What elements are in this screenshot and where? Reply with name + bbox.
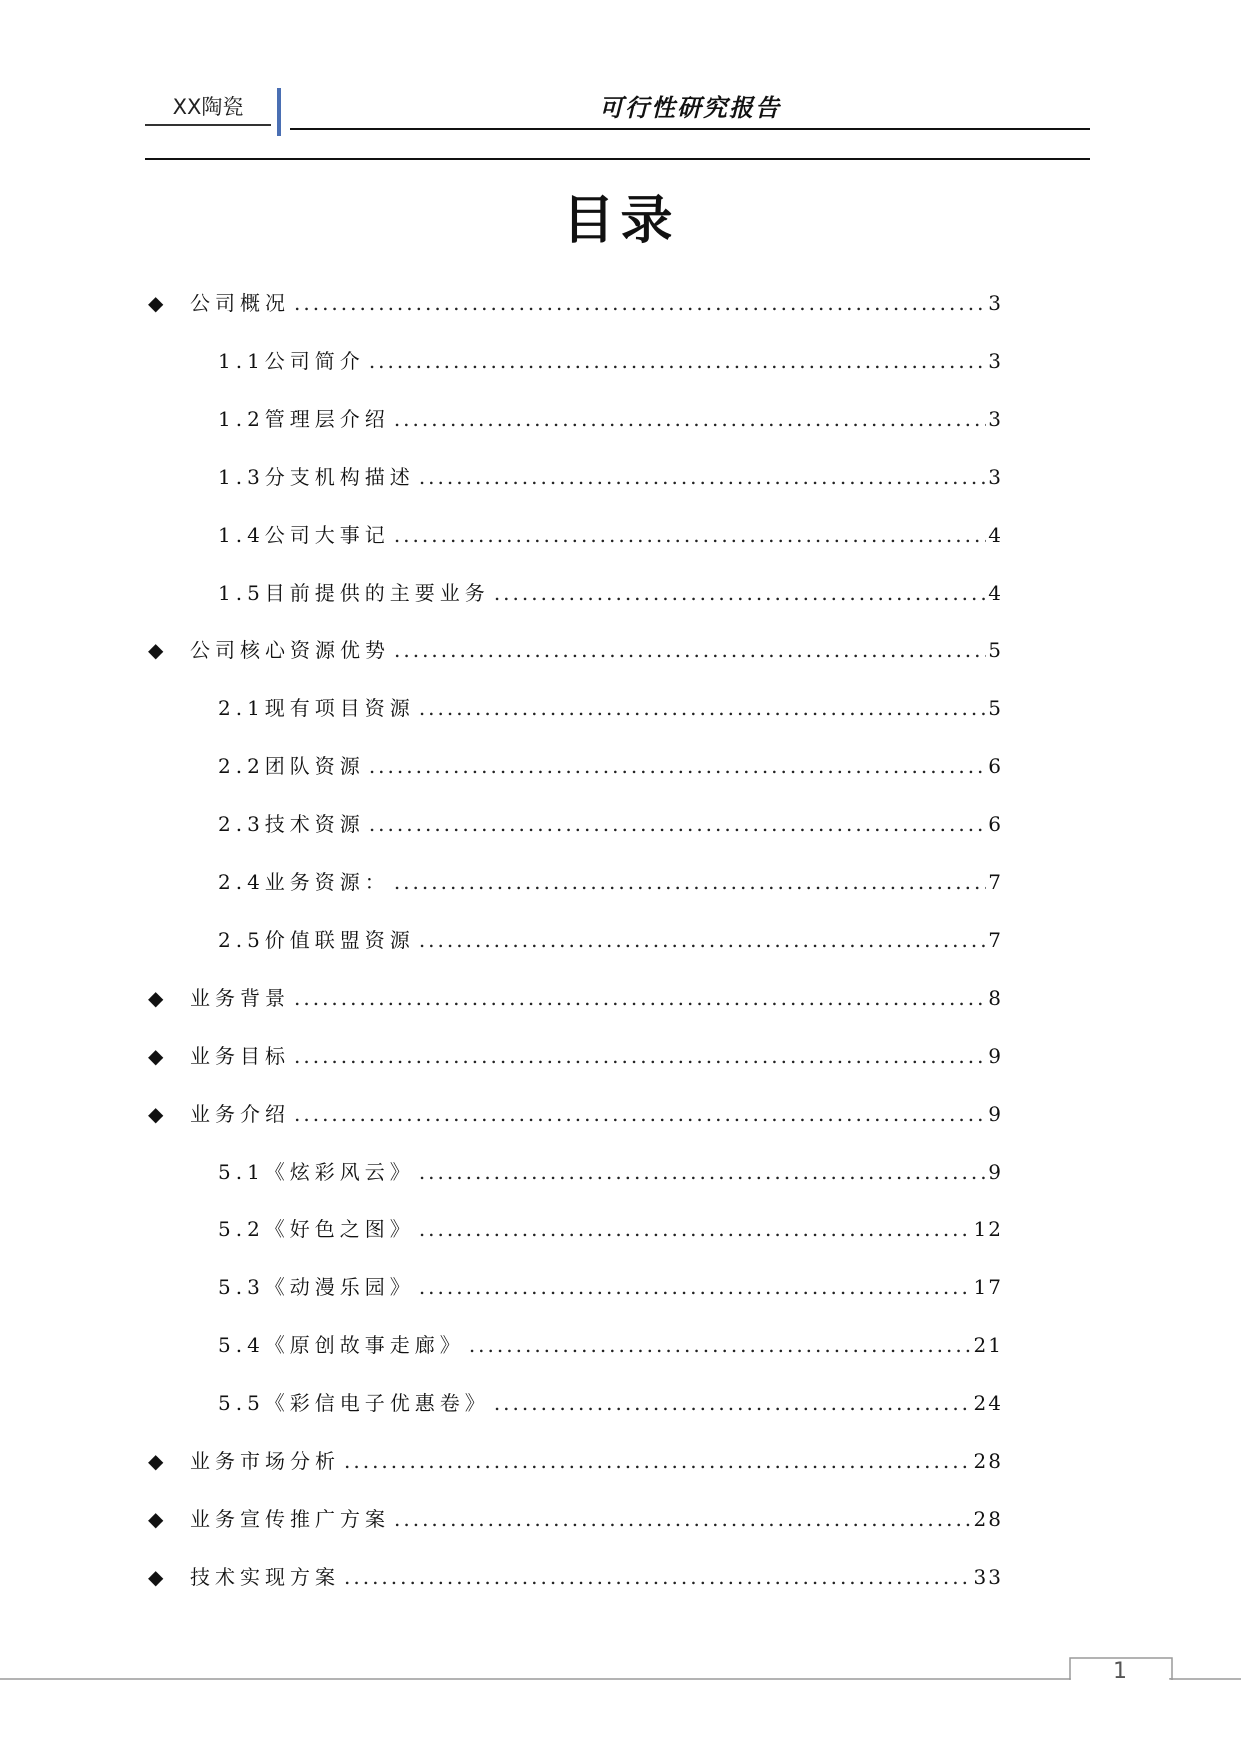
toc-entry[interactable] [148,633,1003,667]
toc-entry-title: 业务背景 [190,985,290,1010]
toc-entry-title: 1.3分支机构描述 [218,464,415,489]
toc-page-number: 7 [988,927,1003,952]
toc-entry[interactable] [148,286,1003,320]
toc-entry[interactable] [218,1155,1003,1189]
header-company: XX陶瓷 [172,95,244,119]
toc-entry[interactable] [218,807,1003,841]
toc-page-number: 3 [988,464,1003,489]
toc-page-number: 28 [973,1506,1003,1531]
toc-entry-title: 2.2团队资源 [218,754,365,779]
toc-page-number: 3 [988,348,1003,373]
diamond-bullet-icon: ◆ [148,985,164,1010]
page-number: 1 [1113,1659,1127,1684]
toc-page-number: 5 [988,638,1003,663]
toc-dot-leader [494,576,986,610]
toc-entry-title: 公司核心资源优势 [190,638,390,663]
toc-entry[interactable] [218,576,1003,610]
toc-entry-title: 5.4《原创故事走廊》 [218,1333,465,1358]
toc-page-number: 3 [988,291,1003,315]
toc-entry-title: 2.5价值联盟资源 [218,927,415,952]
diamond-bullet-icon: ◆ [148,1564,164,1589]
toc-entry[interactable] [148,1502,1003,1536]
diamond-bullet-icon: ◆ [148,1101,164,1126]
toc-dot-leader [369,344,986,378]
footer-line [0,1678,1241,1698]
toc-page-number: 4 [988,522,1003,547]
toc-entry[interactable] [218,460,1003,494]
toc-entry-title: 2.4业务资源： [218,870,390,894]
toc-dot-leader [394,518,986,552]
toc-entry[interactable] [218,691,1003,725]
toc-page-number: 33 [973,1564,1003,1589]
toc-page-number: 21 [973,1333,1003,1358]
toc-dot-leader [294,1097,986,1131]
toc-dot-leader [419,1155,986,1189]
toc-entry-title: 业务市场分析 [190,1449,340,1473]
header-underline-left [145,124,271,126]
toc-entry[interactable] [148,1444,1003,1478]
toc-page-number: 9 [988,1159,1003,1184]
toc-dot-leader [394,402,986,436]
toc-dot-leader [419,691,986,725]
toc-dot-leader [394,1502,972,1536]
toc-entry[interactable] [218,923,1003,957]
toc-entry-title: 1.2管理层介绍 [218,406,390,431]
toc-entry-title: 2.1现有项目资源 [218,696,415,721]
header-rule [145,158,1090,160]
toc-entry-title: 5.5《彩信电子优惠卷》 [218,1391,490,1416]
toc-page-number: 3 [988,406,1003,431]
toc-page-number: 9 [988,1043,1003,1068]
toc-entry[interactable] [218,402,1003,436]
toc-dot-leader [294,981,986,1015]
toc-page-number: 12 [973,1217,1003,1242]
toc-dot-leader [394,865,986,899]
toc-entry[interactable] [218,518,1003,552]
toc-dot-leader [294,286,986,320]
toc-dot-leader [419,1212,972,1246]
diamond-bullet-icon: ◆ [148,638,164,663]
toc-entry[interactable] [218,1212,1003,1246]
toc-page-number: 9 [988,1101,1003,1126]
toc-page-number: 17 [973,1275,1003,1300]
toc-entry[interactable] [218,1386,1003,1420]
header-underline-right [290,128,1090,130]
diamond-bullet-icon: ◆ [148,1043,164,1068]
toc-entry-title: 公司概况 [190,291,290,315]
diamond-bullet-icon: ◆ [148,291,164,315]
toc-entry-title: 业务目标 [190,1043,290,1068]
toc-entry-title: 2.3技术资源 [218,812,365,837]
toc-dot-leader [494,1386,972,1420]
toc-dot-leader [419,923,986,957]
header-accent-bar [277,88,281,136]
toc-entry[interactable] [218,865,1003,899]
page-title: 目录 [562,191,679,251]
toc-dot-leader [419,460,986,494]
toc-dot-leader [344,1560,972,1594]
toc-dot-leader [419,1270,972,1304]
toc-entry[interactable] [218,1328,1003,1362]
toc-page-number: 24 [973,1391,1003,1416]
toc-dot-leader [394,633,986,667]
toc-dot-leader [469,1328,972,1362]
toc-entry[interactable] [148,981,1003,1015]
toc-entry[interactable] [148,1039,1003,1073]
toc-entry-title: 1.1公司简介 [218,348,365,373]
toc-entry[interactable] [218,1270,1003,1304]
toc-page-number: 28 [973,1449,1003,1473]
toc-entry-title: 5.1《炫彩风云》 [218,1159,415,1184]
toc-entry-title: 1.5目前提供的主要业务 [218,580,490,605]
toc-entry-title: 1.4公司大事记 [218,522,390,547]
toc-entry-title: 业务宣传推广方案 [190,1506,390,1531]
header-title: 可行性研究报告 [599,93,781,122]
toc-page-number: 5 [988,696,1003,721]
toc-dot-leader [369,807,986,841]
toc-page-number: 4 [988,580,1003,605]
toc-entry-title: 技术实现方案 [190,1564,340,1589]
diamond-bullet-icon: ◆ [148,1449,164,1473]
toc-entry-title: 5.2《好色之图》 [218,1217,415,1242]
toc-dot-leader [294,1039,986,1073]
toc-entry-title: 业务介绍 [190,1101,290,1126]
toc-entry[interactable] [218,344,1003,378]
toc-entry[interactable] [148,1097,1003,1131]
toc-dot-leader [344,1444,972,1478]
toc-entry-title: 5.3《动漫乐园》 [218,1275,415,1300]
toc-dot-leader [369,749,986,783]
toc-page-number: 8 [988,985,1003,1010]
toc-page-number: 6 [988,754,1003,779]
diamond-bullet-icon: ◆ [148,1506,164,1531]
toc-entry[interactable] [148,1560,1003,1594]
toc-page-number: 7 [988,870,1003,894]
toc-entry[interactable] [218,749,1003,783]
toc-page-number: 6 [988,812,1003,837]
